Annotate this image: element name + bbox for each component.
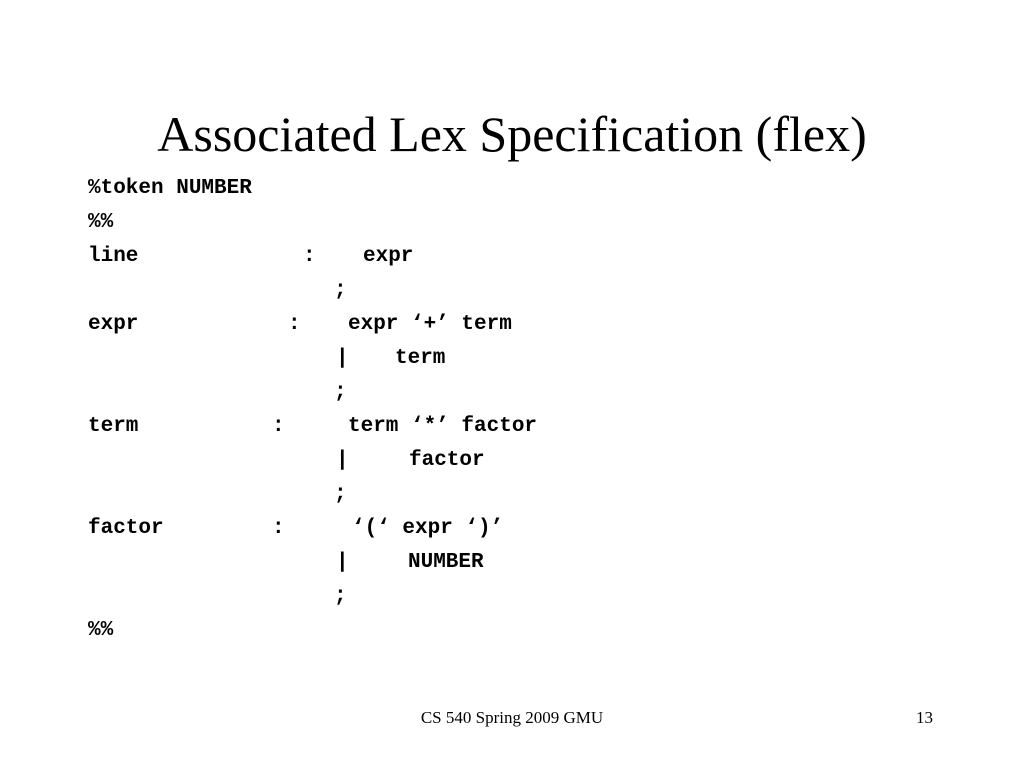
rule-body: expr ‘+’ term	[348, 313, 512, 336]
section-delimiter: %%	[88, 619, 114, 642]
code-line-factor-end	[88, 580, 688, 614]
token-declaration: %token NUMBER	[88, 177, 252, 200]
rule-body: term ‘*’ factor	[348, 415, 538, 438]
rule-colon: :	[272, 517, 285, 540]
alternative-body: term	[395, 347, 446, 370]
code-line-term-rule	[88, 410, 688, 444]
rule-name-factor: factor	[88, 517, 164, 540]
rule-colon: :	[288, 313, 301, 336]
alternative-bar: |	[336, 347, 349, 370]
rule-name-line: line	[88, 245, 139, 268]
alternative-bar: |	[336, 449, 349, 472]
rule-terminator: ;	[334, 483, 347, 506]
rule-terminator: ;	[334, 585, 347, 608]
code-line-token-decl	[88, 172, 688, 206]
rule-terminator: ;	[334, 279, 347, 302]
code-line-section-start	[88, 206, 688, 240]
code-line-expr-alt	[88, 342, 688, 376]
code-line-factor-alt	[88, 546, 688, 580]
code-line-term-alt	[88, 444, 688, 478]
section-delimiter: %%	[88, 211, 114, 234]
code-line-expr-end	[88, 376, 688, 410]
slide-number: 13	[916, 708, 933, 727]
alternative-body: NUMBER	[408, 551, 484, 574]
rule-body: ‘(‘ expr ‘)’	[352, 517, 504, 540]
code-line-term-end	[88, 478, 688, 512]
slide-title: Associated Lex Specification (flex)	[157, 106, 867, 162]
alternative-body: factor	[409, 449, 485, 472]
footer-course: CS 540 Spring 2009 GMU	[420, 708, 604, 727]
code-line-line-rule	[88, 240, 688, 274]
alternative-bar: |	[336, 551, 349, 574]
rule-name-term: term	[88, 415, 139, 438]
code-line-line-end	[88, 274, 688, 308]
rule-name-expr: expr	[88, 313, 139, 336]
code-line-expr-rule	[88, 308, 688, 342]
rule-body: expr	[363, 245, 414, 268]
rule-colon: :	[272, 415, 285, 438]
rule-terminator: ;	[334, 381, 347, 404]
code-line-section-end	[88, 614, 688, 648]
rule-colon: :	[303, 245, 316, 268]
code-line-factor-rule	[88, 512, 688, 546]
